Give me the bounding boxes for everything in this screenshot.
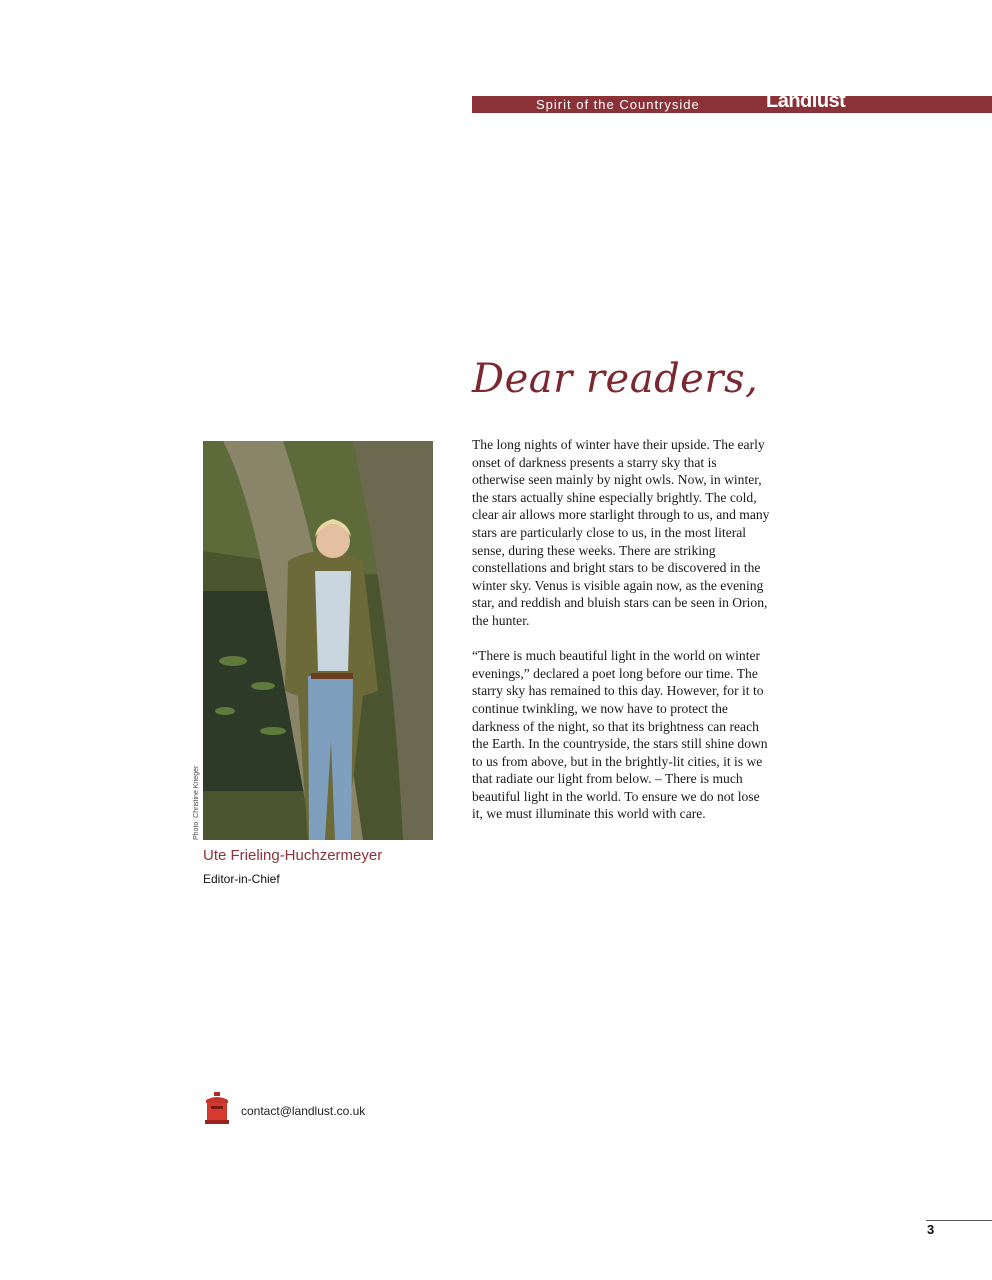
letter-body: [472, 436, 772, 841]
page-heading: Dear readers,: [472, 356, 759, 402]
author-name: Ute Frieling-Huchzermeyer: [203, 847, 383, 864]
header-bar: [472, 90, 992, 113]
paragraph: “There is much beautiful light in the world on winter evenings,” declared a poet long before our time. The starry sky has remained to this day. However, for it to continue twinkling, we now have to protect the darkness of the night, so that its brightness can reach the Earth. In the countryside, the stars still shine down to us from above, but in the brightly-lit cities, it is we that radiate our light from below. – There is much beautiful light in the world. To ensure we do not lose it, we must illuminate this world with care.: [472, 648, 768, 822]
page-number-rule: [926, 1220, 992, 1221]
contact-email-link[interactable]: contact@landlust.co.uk: [241, 1104, 366, 1118]
photo-credit: Photo: Christine Krieger: [193, 765, 200, 840]
editor-photo: [203, 441, 433, 840]
mailbox-icon: [203, 1092, 231, 1124]
paragraph: The long nights of winter have their upside. The early onset of darkness presents a starry sky that is otherwise seen mainly by night owls. Now, in winter, the stars actually shine especially brightly. The cold, clear air allows more starlight through to us, and many stars are particularly close to us, in the most literal sense, during these weeks. There are striking constellations and bright stars to be discovered in the winter sky. Venus is visible again now, as the evening star, and reddish and bluish stars can be seen in Orion, the hunter.: [472, 437, 770, 628]
header-tagline: Spirit of the Countryside: [536, 97, 700, 112]
author-role: Editor-in-Chief: [203, 872, 280, 886]
magazine-logo: Landlust: [766, 90, 846, 112]
page-number: 3: [927, 1222, 935, 1237]
